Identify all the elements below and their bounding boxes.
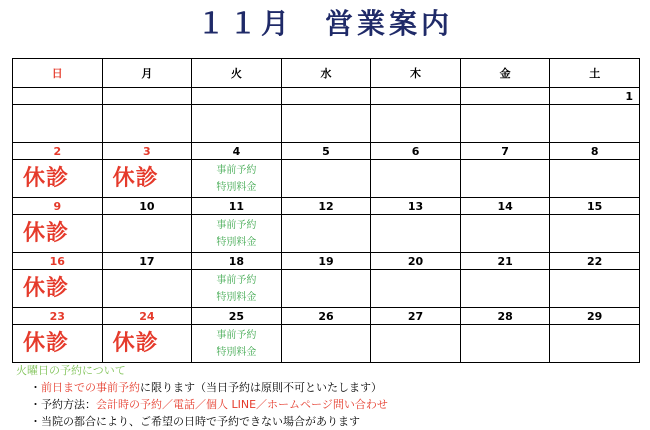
schedule-cell — [281, 215, 371, 253]
date-row — [13, 88, 640, 105]
closed-label: 休診 — [23, 221, 70, 246]
reservation-note — [192, 270, 281, 306]
calendar-body — [13, 88, 640, 363]
date-cell: 29 — [550, 308, 640, 325]
weekday-tue: 火 — [192, 59, 282, 88]
schedule-cell — [550, 160, 640, 198]
special-fee-label: 特別料金 — [216, 237, 257, 248]
date-cell — [460, 88, 550, 105]
date-cell: 1 — [550, 88, 640, 105]
schedule-cell — [192, 270, 282, 308]
reservation-required-label: 事前予約 — [216, 165, 257, 176]
date-cell: 9 — [13, 198, 103, 215]
schedule-cell — [192, 325, 282, 363]
note-line-2 — [16, 396, 388, 413]
schedule-cell — [550, 325, 640, 363]
weekday-sat: 土 — [550, 59, 640, 88]
date-cell: 17 — [102, 253, 192, 270]
date-cell: 12 — [281, 198, 371, 215]
date-cell: 27 — [371, 308, 461, 325]
schedule-cell — [460, 270, 550, 308]
reservation-required-label: 事前予約 — [216, 330, 257, 341]
schedule-cell — [102, 160, 192, 198]
schedule-row — [13, 105, 640, 143]
date-cell: 8 — [550, 143, 640, 160]
schedule-cell — [550, 270, 640, 308]
date-cell: 24 — [102, 308, 192, 325]
reservation-required-label: 事前予約 — [216, 275, 257, 286]
schedule-cell — [371, 270, 461, 308]
schedule-row — [13, 160, 640, 198]
date-cell: 6 — [371, 143, 461, 160]
schedule-cell — [460, 160, 550, 198]
date-cell — [371, 88, 461, 105]
weekday-thu: 木 — [371, 59, 461, 88]
date-cell: 11 — [192, 198, 282, 215]
schedule-cell — [281, 160, 371, 198]
date-cell — [102, 88, 192, 105]
reservation-note — [192, 215, 281, 251]
schedule-row — [13, 215, 640, 253]
note-bullet: ・ — [30, 381, 41, 394]
schedule-row — [13, 270, 640, 308]
weekday-sun: 日 — [13, 59, 103, 88]
schedule-row — [13, 325, 640, 363]
note-line-3: ・当院の都合により、ご希望の日時で予約できない場合があります — [30, 415, 360, 428]
reservation-note — [192, 325, 281, 361]
schedule-cell — [102, 325, 192, 363]
weekday-mon: 月 — [102, 59, 192, 88]
closed-label: 休診 — [112, 331, 159, 356]
closed-label: 休診 — [23, 331, 70, 356]
page-title: １１月 営業案内 — [196, 7, 453, 40]
schedule-cell — [371, 105, 461, 143]
schedule-cell — [281, 105, 371, 143]
note-methods: 会計時の予約／電話／個人 LINE／ホームページ問い合わせ — [96, 398, 388, 411]
date-cell: 13 — [371, 198, 461, 215]
schedule-cell — [13, 270, 103, 308]
date-cell: 10 — [102, 198, 192, 215]
note-line-1 — [16, 379, 388, 396]
schedule-cell — [460, 215, 550, 253]
date-cell: 20 — [371, 253, 461, 270]
date-cell: 23 — [13, 308, 103, 325]
weekday-header-row — [13, 59, 640, 88]
note-advance-booking: 前日までの事前予約 — [41, 381, 140, 394]
special-fee-label: 特別料金 — [216, 292, 257, 303]
schedule-cell — [102, 105, 192, 143]
date-row — [13, 198, 640, 215]
calendar-table — [12, 58, 640, 363]
reservation-note — [192, 160, 281, 196]
date-row — [13, 308, 640, 325]
schedule-cell — [13, 215, 103, 253]
schedule-cell — [550, 215, 640, 253]
schedule-cell — [371, 325, 461, 363]
date-cell: 15 — [550, 198, 640, 215]
schedule-cell — [192, 160, 282, 198]
date-cell: 16 — [13, 253, 103, 270]
date-cell — [13, 88, 103, 105]
schedule-cell — [281, 325, 371, 363]
special-fee-label: 特別料金 — [216, 347, 257, 358]
date-cell — [281, 88, 371, 105]
date-cell: 7 — [460, 143, 550, 160]
weekday-fri: 金 — [460, 59, 550, 88]
date-cell — [192, 88, 282, 105]
date-cell: 18 — [192, 253, 282, 270]
date-cell: 28 — [460, 308, 550, 325]
schedule-cell — [281, 270, 371, 308]
note-line-1-rest: に限ります（当日予約は原則不可といたします） — [140, 381, 382, 394]
closed-label: 休診 — [112, 166, 159, 191]
schedule-cell — [192, 215, 282, 253]
schedule-cell — [102, 270, 192, 308]
closed-label: 休診 — [23, 276, 70, 301]
schedule-cell — [371, 215, 461, 253]
schedule-cell — [550, 105, 640, 143]
schedule-cell — [13, 105, 103, 143]
closed-label: 休診 — [23, 166, 70, 191]
special-fee-label: 特別料金 — [216, 182, 257, 193]
date-row — [13, 253, 640, 270]
notes-heading: 火曜日の予約について — [16, 364, 126, 377]
date-row — [13, 143, 640, 160]
date-cell: 21 — [460, 253, 550, 270]
schedule-cell — [13, 160, 103, 198]
date-cell: 4 — [192, 143, 282, 160]
date-cell: 5 — [281, 143, 371, 160]
date-cell: 26 — [281, 308, 371, 325]
note-method-label: ・予約方法： — [30, 398, 96, 411]
reservation-notes — [16, 362, 388, 430]
schedule-cell — [371, 160, 461, 198]
date-cell: 2 — [13, 143, 103, 160]
schedule-cell — [102, 215, 192, 253]
weekday-wed: 水 — [281, 59, 371, 88]
schedule-cell — [460, 105, 550, 143]
date-cell: 22 — [550, 253, 640, 270]
schedule-cell — [192, 105, 282, 143]
date-cell: 14 — [460, 198, 550, 215]
date-cell: 25 — [192, 308, 282, 325]
reservation-required-label: 事前予約 — [216, 220, 257, 231]
schedule-cell — [460, 325, 550, 363]
date-cell: 3 — [102, 143, 192, 160]
date-cell: 19 — [281, 253, 371, 270]
schedule-cell — [13, 325, 103, 363]
